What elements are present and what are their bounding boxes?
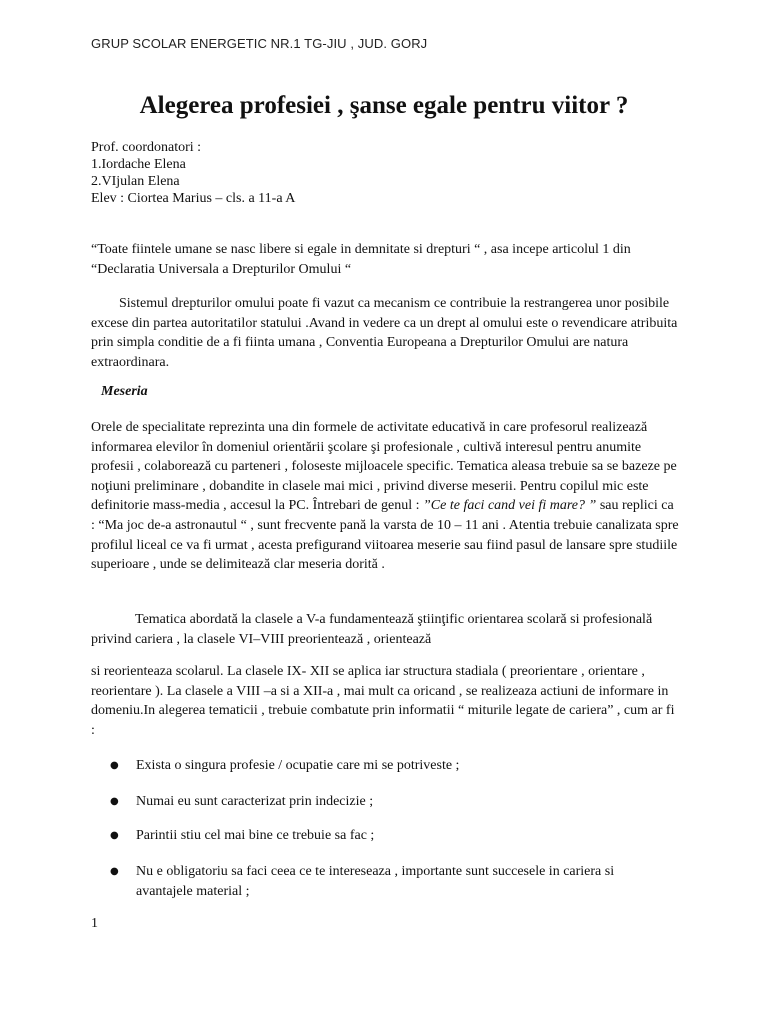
bullet-text: Numai eu sunt caracterizat prin indecizie ; [136,794,374,809]
meseria-paragraph [91,418,681,575]
authors-block [91,139,681,207]
meseria-text-part2: sau replici ca : “Ma joc de-a astronautul “ , sunt frecvente pană la varsta de 10 – 11 ani . Atentia trebuie canalizata spre profilul liceal ce va fi urmat , acesta prefigurand viitoarea meserie sau fiind pasul de lansare spre studiile superioare , unde se delimitează clar meseria dorită . [91,498,679,573]
bullet-icon: ● [110,760,119,771]
tematica-paragraph: Tematica abordată la clasele a V-a fundamentează ştiinţific orientarea scolară si profesională privind cariera , la clasele VI–VIII preorientează , orientează [91,612,653,647]
rights-paragraph: Sistemul drepturilor omului poate fi vazut ca mecanism ce contribuie la restrangerea unor posibile excese din partea autoritatilor statului .Avand in vedere ca un drept al omului este o revendicare atribuita prin simpla conditie de a fi fiinta umana , Conventia Europeana a Drepturilor Omului are natura extraordinara. [91,296,678,370]
meseria-italic-question: ”Ce te faci cand vei fi mare? ” [423,498,597,514]
bullet-text: Exista o singura profesie / ocupatie care mi se potriveste ; [136,758,460,773]
meseria-block [91,418,681,575]
bullet-item [110,756,670,776]
bullet-icon: ● [110,796,119,807]
author-1: 1.Iordache Elena [91,157,186,172]
bullet-item [110,826,670,846]
meseria-text-part1: Orele de specialitate reprezinta una din formele de activitate educativă in care profesorul realizează informarea elevilor în domeniul orientării şcolare şi profesionale , cultivă interesul pentru anumite profesii , colaborează cu parteneri , foloseste mijloacele specific. Tematica aleasa trebuie sa se bazeze pe noţiuni preliminare , dobandite in clasele mai mici , privind diverse meserii. Pentru copilul mic este definitorie mass-media , accesul la PC. Întrebari de genul : [91,420,677,514]
bullet-text: Parintii stiu cel mai bine ce trebuie sa fac ; [136,828,375,843]
student-author: Elev : Ciortea Marius – cls. a 11-a A [91,191,296,206]
section-heading-meseria: Meseria [101,384,148,399]
reorientare-block [91,662,681,740]
reorientare-paragraph: si reorienteaza scolarul. La clasele IX- XII se aplica iar structura stadiala ( preorientare , orientare , reorientare ). La clasele a VIII –a si a XII-a , mai mult ca oricand , se realizeaza actiuni de informare in domeniu.In alegerea tematicii , trebuie combatute prin informatii “ miturile legate de cariera” , cum ar fi : [91,664,675,738]
bullet-icon: ● [110,830,119,841]
page-header: GRUP SCOLAR ENERGETIC NR.1 TG-JIU , JUD. GORJ [91,36,428,51]
author-2: 2.VIjulan Elena [91,174,180,189]
quote-block [91,240,681,279]
tematica-block [91,610,681,649]
document-title: Alegerea profesiei , şanse egale pentru viitor ? [139,92,629,119]
rights-block [91,294,681,372]
quote-paragraph: “Toate fiintele umane se nasc libere si egale in demnitate si drepturi “ , asa incepe articolul 1 din “Declaratia Universala a Drepturilor Omului “ [91,242,631,277]
authors-label: Prof. coordonatori : [91,140,202,155]
page-number: 1 [91,916,98,931]
bullet-item [110,862,670,901]
bullet-icon: ● [110,866,119,877]
bullet-item [110,792,670,812]
bullet-text: Nu e obligatoriu sa faci ceea ce te intereseaza , importante sunt succesele in cariera si avantajele material ; [136,864,615,899]
